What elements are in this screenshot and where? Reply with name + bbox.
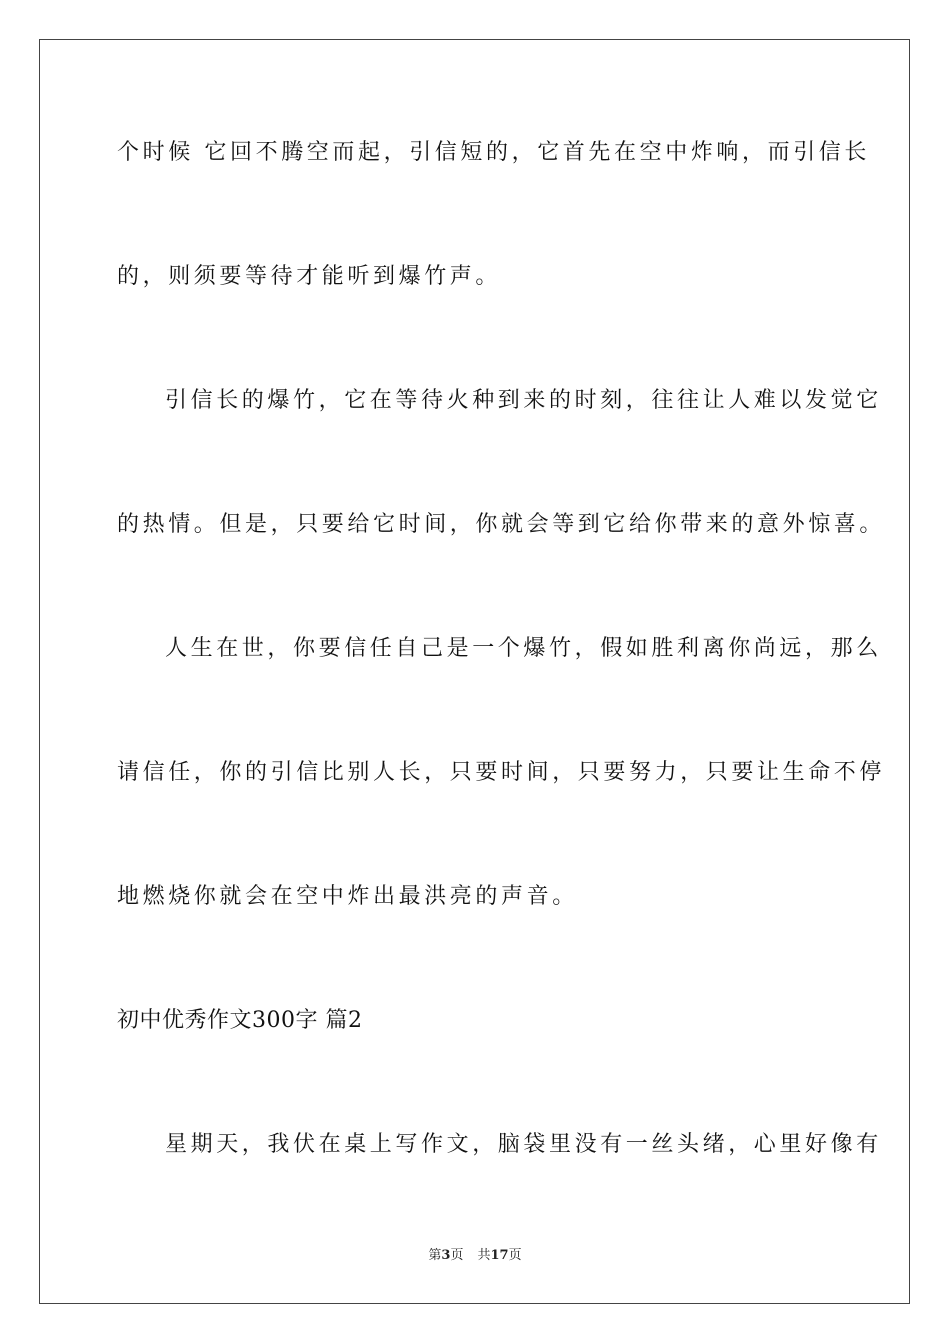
text-line: 个时候 它回不腾空而起，引信短的，它首先在空中炸响，而引信长	[117, 140, 870, 165]
text-line: 地燃烧你就会在空中炸出最洪亮的声音。	[117, 884, 578, 909]
text-line: 引信长的爆竹，它在等待火种到来的时刻，往往让人难以发觉它	[165, 388, 882, 413]
page-footer	[0, 1244, 950, 1263]
total-suffix: 页	[508, 1248, 522, 1263]
text-line: 星期天，我伏在桌上写作文，脑袋里没有一丝头绪，心里好像有	[165, 1132, 882, 1157]
page-border	[39, 39, 910, 1304]
text-line: 的，则须要等待才能听到爆竹声。	[117, 264, 502, 289]
page-suffix: 页	[450, 1248, 464, 1263]
text-line: 请信任，你的引信比别人长，只要时间，只要努力，只要让生命不停	[117, 760, 886, 785]
total-pages: 17	[490, 1248, 509, 1263]
page-prefix: 第	[428, 1248, 442, 1263]
total-prefix: 共	[477, 1248, 491, 1263]
page-number: 3	[441, 1248, 451, 1263]
text-line: 的热情。但是，只要给它时间，你就会等到它给你带来的意外惊喜。	[117, 512, 886, 537]
text-line: 人生在世，你要信任自己是一个爆竹，假如胜利离你尚远，那么	[165, 636, 882, 661]
section-heading: 初中优秀作文300字 篇2	[117, 1008, 363, 1033]
